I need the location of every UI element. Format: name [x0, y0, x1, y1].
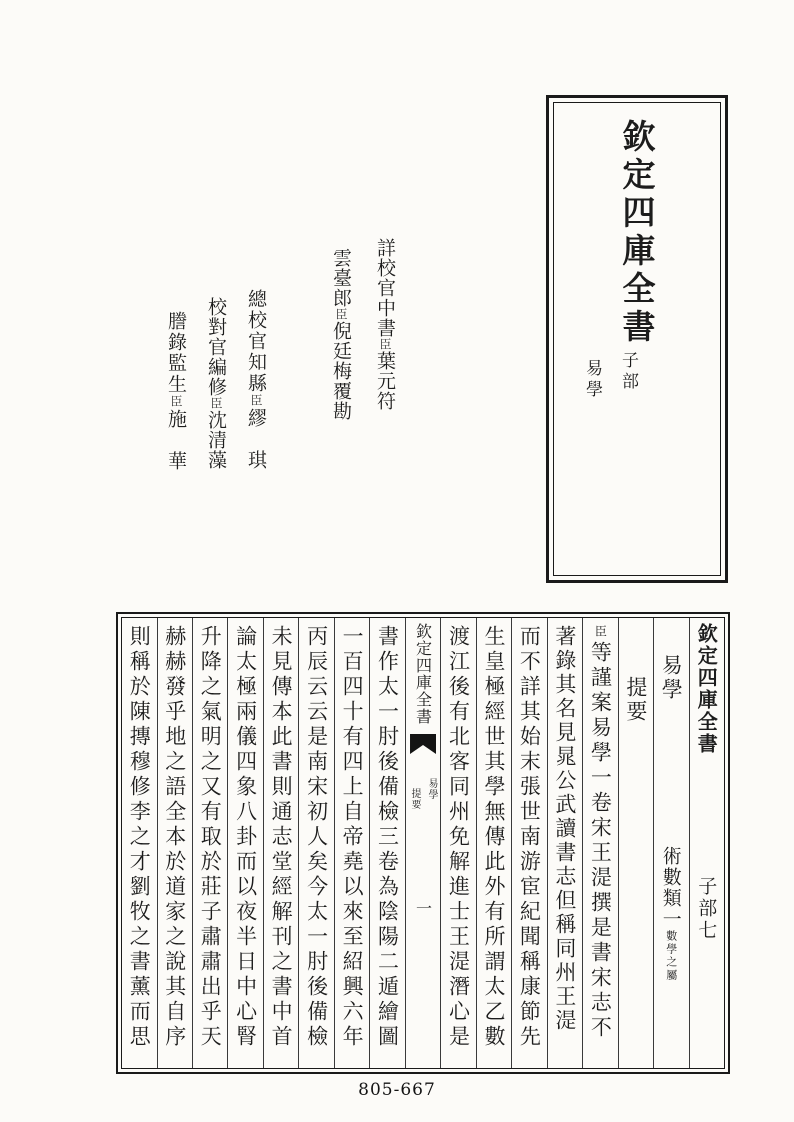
body-column-5: [440, 618, 475, 1068]
official-name: 葉元符: [374, 351, 396, 411]
column-book-title: [653, 618, 688, 1068]
column-center-fold: [405, 618, 440, 1068]
body-text: 未見傳本此書則通志堂經解刊之書中首: [269, 625, 294, 1050]
class-name: 術數類一: [659, 846, 682, 930]
center-fold-book: 易學: [426, 778, 438, 800]
class-label: [658, 846, 685, 982]
official-name: 施 華: [165, 409, 187, 472]
body-text: 書作太一肘後備檢三卷為陰陽二遁繪圖: [375, 625, 400, 1050]
official-honorific: 臣: [169, 395, 183, 409]
book-title: 易學: [659, 654, 684, 702]
official-honorific: 臣: [209, 397, 223, 410]
body-column-2: [547, 618, 582, 1068]
official-proofreader-line: [372, 238, 399, 411]
body-column-6: [369, 618, 404, 1068]
official-name: 繆 琪: [245, 408, 267, 471]
body-text: 著錄其名見晁公武讀書志但稱同州王湜: [552, 625, 577, 1033]
official-name: 倪廷梅覆勘: [330, 321, 352, 421]
cover-title-box: [546, 95, 728, 583]
body-text: 論太極兩儀四象八卦而以夜半日中心腎: [233, 625, 258, 1050]
official-copyist-line: [163, 311, 190, 472]
folio-number: 一: [413, 900, 433, 920]
official-role: 詳校官中書: [374, 238, 396, 338]
official-role: 校對官編修: [205, 297, 227, 397]
tiyao-page-box: [116, 612, 730, 1074]
header-title: 欽定四庫全書: [694, 623, 719, 755]
official-honorific: 臣: [249, 394, 263, 408]
body-text: 而不詳其始末張世南游宦紀聞稱康節先: [517, 625, 542, 1050]
cover-category-label: 子部: [618, 351, 638, 393]
body-text: 則稱於陳摶穆修李之才劉牧之書薰而思: [127, 625, 152, 1050]
honorific-chen: 臣: [593, 625, 608, 641]
body-text: [585, 625, 615, 1041]
body-column-4: [476, 618, 511, 1068]
official-chief-collator-line: [243, 289, 270, 471]
body-column-12: [157, 618, 192, 1068]
body-column-8: [298, 618, 333, 1068]
body-column-13: [122, 618, 156, 1068]
cover-title: 欽定四庫全書: [617, 119, 657, 347]
column-section-label: [618, 618, 653, 1068]
official-collator-line: [203, 297, 230, 470]
body-text-run: 等謹案易學一卷宋王湜撰是書宋志不: [588, 641, 613, 1041]
cover-subject-label: 易學: [582, 359, 602, 401]
body-text: 渡江後有北客同州免解進士王湜潛心是: [446, 625, 471, 1050]
body-column-9: [263, 618, 298, 1068]
center-fold-title: 欽定四庫全書: [413, 623, 433, 725]
center-fold-section: 提要: [409, 788, 421, 810]
body-text: 升降之氣明之又有取於莊子肅肅出乎天: [198, 625, 223, 1050]
plate-number: 805-667: [358, 1080, 436, 1100]
body-column-1: [582, 618, 617, 1068]
header-volume: 子部七: [695, 876, 718, 942]
section-label: 提要: [623, 676, 648, 724]
body-column-7: [334, 618, 369, 1068]
official-role: 謄錄監生: [165, 311, 187, 395]
official-name: 沈清藻: [205, 410, 227, 470]
body-column-10: [227, 618, 262, 1068]
official-role: 總校官知縣: [245, 289, 267, 394]
official-honorific: 臣: [334, 308, 348, 321]
center-fold-labels: [407, 778, 439, 810]
body-column-3: [511, 618, 546, 1068]
body-text: 赫赫發乎地之語全本於道家之說其自序: [162, 625, 187, 1050]
cover-title-box-inner-border: [553, 102, 721, 576]
body-text: 生皇極經世其學無傳此外有所謂太乙數: [481, 625, 506, 1050]
official-role: 雲臺郎: [330, 248, 352, 308]
tiyao-page-columns: [121, 617, 725, 1069]
body-text: 丙辰云云是南宋初人矣今太一肘後備檢: [304, 625, 329, 1050]
official-honorific: 臣: [378, 338, 392, 351]
column-header-title: [689, 618, 724, 1068]
fishtail-mark-icon: [410, 734, 436, 754]
class-note: 數學之屬: [664, 930, 678, 982]
official-reviewer-line: [328, 248, 355, 421]
body-text: 一百四十有四上自帝堯以來至紹興六年: [340, 625, 365, 1050]
body-column-11: [192, 618, 227, 1068]
